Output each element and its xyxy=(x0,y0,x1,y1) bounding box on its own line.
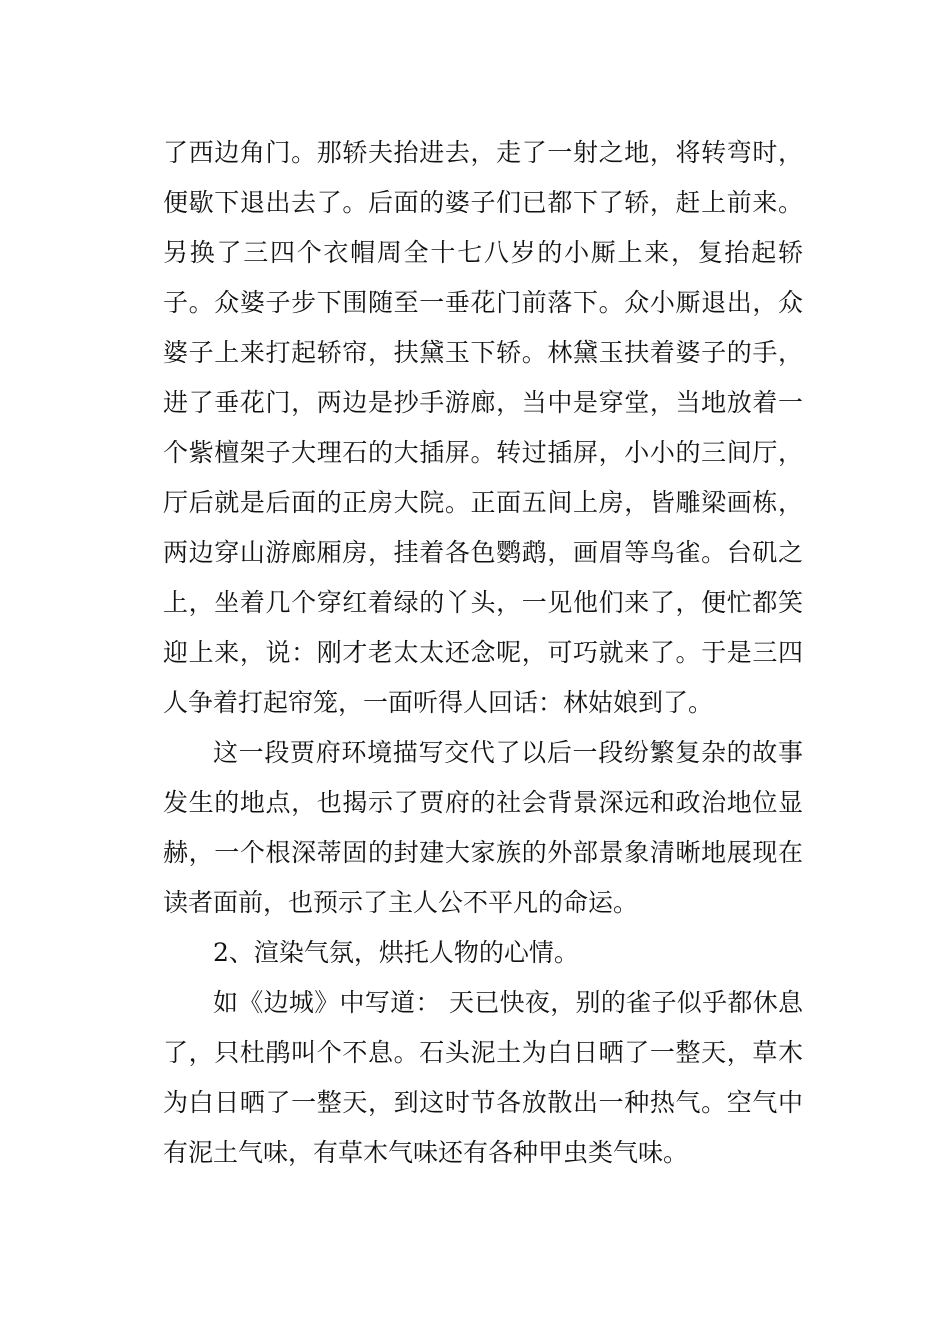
paragraph-continuation: 了西边角门。那轿夫抬进去，走了一射之地，将转弯时，便歇下退出去了。后面的婆子们已都下了轿，赶上前来。另换了三四个衣帽周全十七八岁的小厮上来，复抬起轿子。众婆子步下围随至一垂花门前落下。众小厮退出，众婆子上来打起轿帘，扶黛玉下轿。林黛玉扶着婆子的手，进了垂花门，两边是抄手游廊，当中是穿堂，当地放着一个紫檀架子大理石的大插屏。转过插屏，小小的三间厅，厅后就是后面的正房大院。正面五间上房，皆雕梁画栋，两边穿山游廊厢房，挂着各色鹦鹉，画眉等鸟雀。台矶之上，坐着几个穿红着绿的丫头，一见他们来了，便忙都笑迎上来，说：刚才老太太还念呢，可巧就来了。于是三四人争着打起帘笼，一面听得人回话：林姑娘到了。 xyxy=(163,138,803,717)
section-heading: 2、渲染气氛，烘托人物的心情。 xyxy=(213,938,579,967)
document-body xyxy=(163,128,803,1178)
paragraph-analysis: 这一段贾府环境描写交代了以后一段纷繁复杂的故事发生的地点，也揭示了贾府的社会背景深远和政治地位显赫，一个根深蒂固的封建大家族的外部景象清晰地展现在读者面前，也预示了主人公不平凡的命运。 xyxy=(163,738,803,917)
paragraph-example: 如《边城》中写道： 天已快夜，别的雀子似乎都休息了，只杜鹃叫个不息。石头泥土为白日晒了一整天，草木为白日晒了一整天，到这时节各放散出一种热气。空气中有泥土气味，有草木气味还有各种甲虫类气味。 xyxy=(163,988,803,1167)
